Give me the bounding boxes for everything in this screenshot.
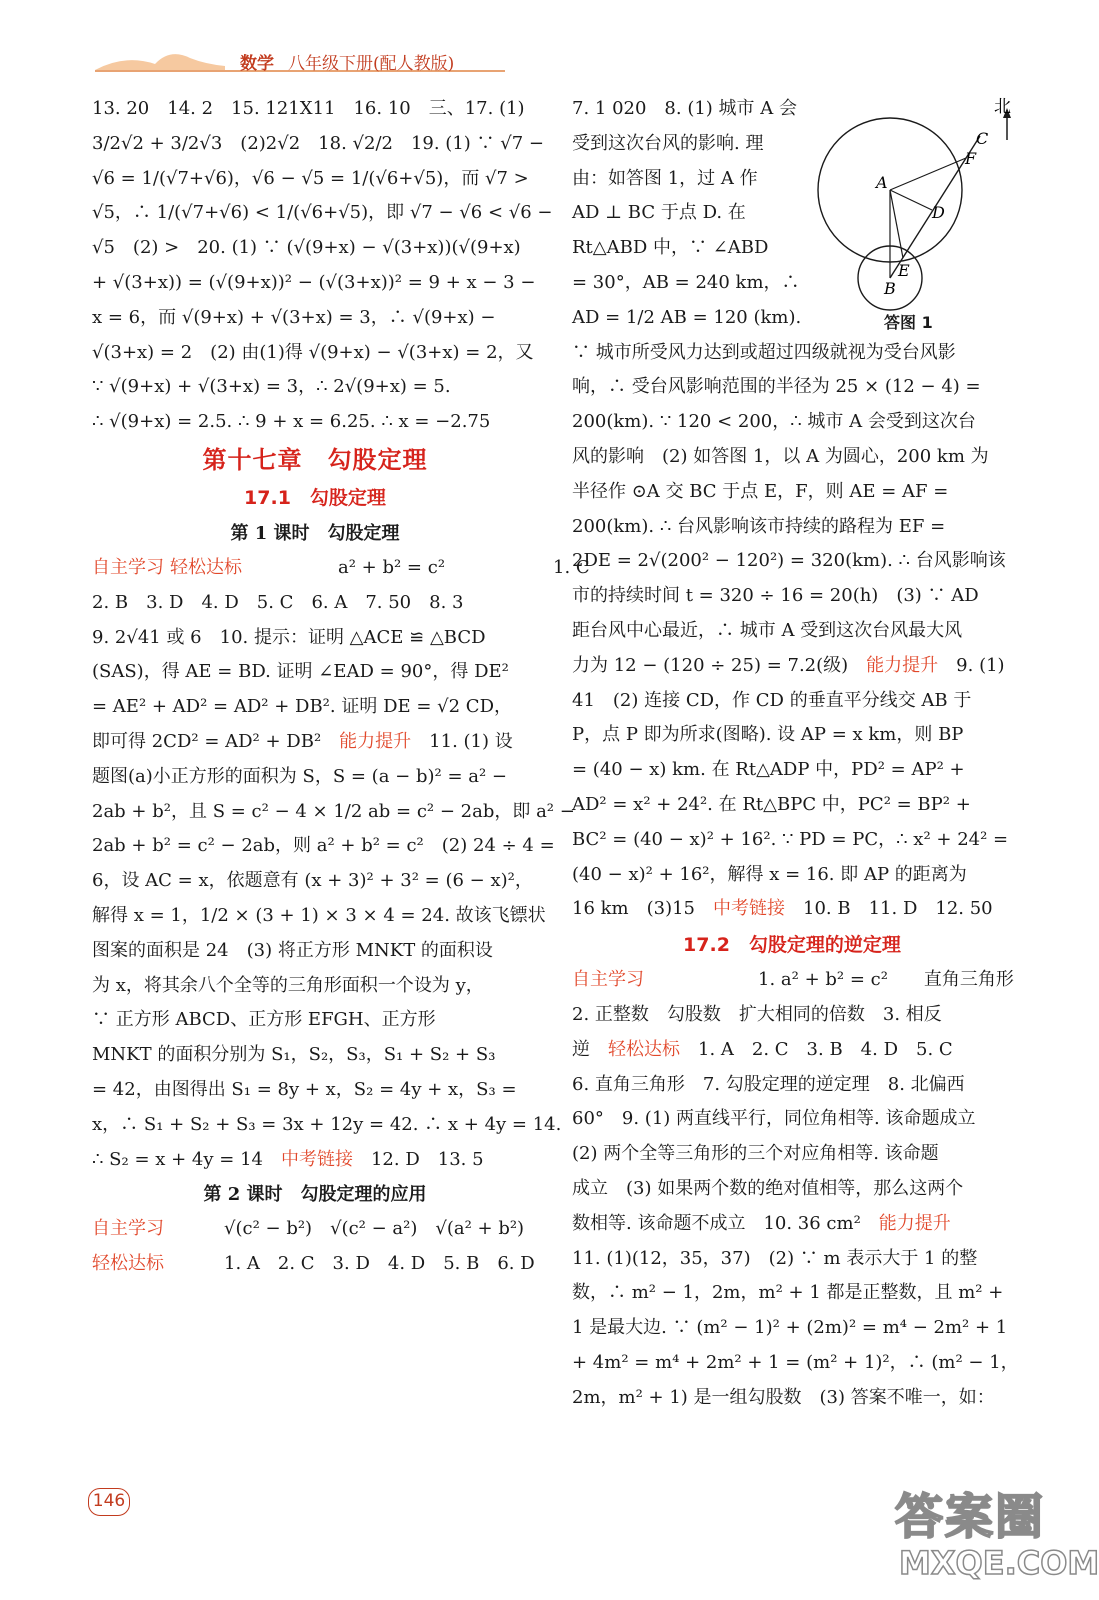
answer-line bbox=[92, 1247, 538, 1282]
line-text: Rt△ABD 中，∵ ∠ABD bbox=[572, 237, 769, 259]
answer-line bbox=[92, 934, 538, 969]
lesson-title bbox=[92, 516, 538, 551]
line-text: 逆 bbox=[572, 1038, 590, 1060]
header-subject: 数学 bbox=[240, 54, 274, 74]
answer-line bbox=[92, 864, 538, 899]
section-tag: 自主学习 bbox=[92, 1218, 164, 1240]
line-text: ∴ S₂ = x + 4y = 14 bbox=[92, 1148, 263, 1170]
answer-line bbox=[572, 1207, 1012, 1242]
answer-line bbox=[572, 684, 1012, 719]
page-number: 146 bbox=[88, 1488, 130, 1516]
line-text: 数，∴ m² − 1，2m，m² + 1 都是正整数，且 m² + bbox=[572, 1282, 1004, 1304]
line-text: 9. 2√41 或 6 10. 提示：证明 △ACE ≌ △BCD bbox=[92, 626, 486, 648]
line-text: 图案的面积是 24 (3) 将正方形 MNKT 的面积设 bbox=[92, 939, 493, 961]
answer-line bbox=[92, 370, 538, 405]
line-text: = 30°，AB = 240 km，∴ bbox=[572, 271, 800, 293]
line-text: 2. B 3. D 4. D 5. C 6. A 7. 50 8. 3 bbox=[92, 591, 464, 613]
line-text: MNKT 的面积分别为 S₁，S₂，S₃，S₁ + S₂ + S₃ bbox=[92, 1044, 496, 1066]
section-title bbox=[572, 927, 1012, 963]
answer-line bbox=[92, 1212, 538, 1247]
figure-caption: 答图 1 bbox=[884, 313, 933, 332]
point-label-f: F bbox=[965, 149, 977, 168]
line-text: 17.1 勾股定理 bbox=[244, 486, 386, 509]
answer-line bbox=[572, 544, 1012, 579]
page-header bbox=[95, 44, 515, 78]
answer-line bbox=[92, 969, 538, 1004]
answer-line bbox=[572, 963, 1012, 998]
answer-line bbox=[92, 621, 538, 656]
line-text: 解得 x = 1，1/2 × (3 + 1) × 3 × 4 = 24. 故该飞镖状 bbox=[92, 904, 546, 926]
answer-line bbox=[92, 92, 538, 127]
line-text: 17.2 勾股定理的逆定理 bbox=[683, 934, 901, 957]
answer-line bbox=[92, 266, 538, 301]
line-text-tail: 10. B 11. D 12. 50 bbox=[785, 898, 993, 920]
answer-line bbox=[572, 614, 1012, 649]
answer-line bbox=[92, 127, 544, 162]
line-text-tail: 12. D 13. 5 bbox=[352, 1148, 484, 1170]
answer-line bbox=[92, 162, 538, 197]
answer-line bbox=[92, 1003, 538, 1038]
line-text: + √(3+x)) = (√(9+x))² − (√(3+x))² = 9 + x − 3 − bbox=[92, 271, 536, 293]
line-text: 受到这次台风的影响. 理 bbox=[572, 132, 764, 154]
line-text: 为 x，将其余八个全等的三角形面积一个设为 y， bbox=[92, 974, 484, 996]
answer-line bbox=[92, 690, 538, 725]
header-book: 八年级下册(配人教版) bbox=[288, 54, 455, 74]
line-text: AD² = x² + 24². 在 Rt△BPC 中，PC² = BP² + bbox=[572, 793, 971, 815]
line-text-tail: 11. (1) 设 bbox=[411, 730, 513, 752]
answer-line bbox=[92, 231, 538, 266]
answer-line bbox=[572, 1068, 1012, 1103]
section-tag: 能力提升 bbox=[860, 1212, 951, 1234]
line-af bbox=[890, 158, 966, 190]
answer-line bbox=[572, 1242, 1012, 1277]
answer-line bbox=[92, 829, 555, 864]
line-text: = (40 − x) km. 在 Rt△ADP 中，PD² = AP² + bbox=[572, 759, 965, 781]
section-tag: 轻松达标 bbox=[92, 1253, 164, 1275]
line-text: 响，∴ 受台风影响范围的半径为 25 × (12 − 4) = bbox=[572, 376, 981, 398]
north-label: 北 bbox=[994, 97, 1011, 117]
section-tag: 中考链接 bbox=[695, 898, 786, 920]
line-text: 题图(a)小正方形的面积为 S，S = (a − b)² = a² − bbox=[92, 765, 508, 787]
watermark-chars: 答案圈 bbox=[895, 1489, 1046, 1545]
line-text: 力为 12 − (120 ÷ 25) = 7.2(级) bbox=[572, 654, 849, 676]
answer-line bbox=[572, 1276, 1012, 1311]
line-text: = 42，由图得出 S₁ = 8y + x，S₂ = 4y + x，S₃ = bbox=[92, 1078, 517, 1100]
answer-line bbox=[92, 1108, 562, 1143]
line-text: 2DE = 2√(200² − 120²) = 320(km). ∴ 台风影响该 bbox=[572, 550, 1006, 572]
answer-line bbox=[92, 301, 538, 336]
answer-line bbox=[572, 579, 1012, 614]
line-text-tail: 1. A 2. C 3. B 4. D 5. C bbox=[680, 1038, 953, 1060]
line-text: x，∴ S₁ + S₂ + S₃ = 3x + 12y = 42. ∴ x + 4y = 14. bbox=[92, 1113, 562, 1135]
line-text: + 4m² = m⁴ + 2m² + 1 = (m² + 1)²，∴ (m² − 1， bbox=[572, 1351, 1019, 1373]
line-text: 41 (2) 连接 CD，作 CD 的垂直平分线交 AB 于 bbox=[572, 689, 972, 711]
answer-line bbox=[572, 336, 1012, 371]
line-text: AD = 1/2 AB = 120 (km). bbox=[572, 306, 802, 328]
line-text: ∵ 城市所受风力达到或超过四级就视为受台风影 bbox=[572, 341, 956, 363]
line-text: 16 km (3)15 bbox=[572, 898, 696, 920]
answer-line bbox=[572, 1102, 1012, 1137]
answer-line bbox=[92, 551, 590, 586]
line-text: √5 (2) > 20. (1) ∵ (√(9+x) − √(3+x))(√(9+x) bbox=[92, 237, 521, 259]
line-text: 2. 正整数 勾股数 扩大相同的倍数 3. 相反 bbox=[572, 1003, 942, 1025]
answer-line bbox=[92, 586, 538, 621]
line-text: 数相等. 该命题不成立 10. 36 cm² bbox=[572, 1212, 861, 1234]
answer-line bbox=[92, 725, 538, 760]
section-tag: 自主学习 bbox=[92, 556, 164, 578]
line-text: 200(km). ∵ 120 < 200，∴ 城市 A 会受到这次台 bbox=[572, 411, 976, 433]
section-tag: 轻松达标 bbox=[590, 1038, 680, 1060]
line-text: √(3+x) = 2 (2) 由(1)得 √(9+x) − √(3+x) = 2，又 bbox=[92, 341, 534, 363]
line-text: (40 − x)² + 16²，解得 x = 16. 即 AP 的距离为 bbox=[572, 863, 967, 885]
line-text: 60° 9. (1) 两直线平行，同位角相等. 该命题成立 bbox=[572, 1108, 976, 1130]
answer-line bbox=[92, 1073, 538, 1108]
answer-line bbox=[92, 899, 546, 934]
answer-line bbox=[572, 892, 1012, 927]
answer-line bbox=[572, 1033, 1012, 1068]
answer-line bbox=[572, 405, 1012, 440]
watermark-logo bbox=[895, 1478, 1099, 1590]
answer-line bbox=[572, 718, 1012, 753]
line-text: P，点 P 即为所求(图略). 设 AP = x km，则 BP bbox=[572, 724, 964, 746]
line-text: = AE² + AD² = AD² + DB². 证明 DE = √2 CD， bbox=[92, 696, 513, 718]
line-text: √6 = 1/(√7+√6)，√6 − √5 = 1/(√6+√5)，而 √7 > bbox=[92, 167, 529, 189]
answer-line bbox=[92, 1038, 538, 1073]
line-text: 7. 1 020 8. (1) 城市 A 会 bbox=[572, 98, 797, 119]
line-text: 由：如答图 1，过 A 作 bbox=[572, 167, 758, 189]
section-tag: 中考链接 bbox=[262, 1148, 353, 1170]
line-text: 200(km). ∴ 台风影响该市持续的路程为 EF = bbox=[572, 515, 946, 537]
line-text: 半径作 ⊙A 交 BC 于点 E，F，则 AE = AF = bbox=[572, 480, 949, 502]
line-text: AD ⊥ BC 于点 D. 在 bbox=[572, 202, 746, 224]
point-label-e: E bbox=[898, 261, 910, 280]
typhoon-diagram-figure bbox=[812, 98, 1022, 338]
line-text: √(c² − b²) √(c² − a²) √(a² + b²) bbox=[170, 1218, 525, 1240]
line-text: BC² = (40 − x)² + 16². ∵ PD = PC，∴ x² + 24² = bbox=[572, 828, 1009, 850]
line-text: 第 1 课时 勾股定理 bbox=[230, 522, 400, 544]
line-text: (2) 两个全等三角形的三个对应角相等. 该命题 bbox=[572, 1143, 939, 1165]
answer-line bbox=[92, 1143, 538, 1178]
line-text: 2ab + b² = c² − 2ab，则 a² + b² = c² (2) 24 ÷ 4 = bbox=[92, 835, 555, 857]
line-text: 1 是最大边. ∵ (m² − 1)² + (2m)² = m⁴ − 2m² + 1 bbox=[572, 1317, 1008, 1339]
answer-line bbox=[572, 1172, 1012, 1207]
answer-line bbox=[572, 649, 1012, 684]
answer-line bbox=[92, 336, 538, 371]
answer-line bbox=[572, 998, 1012, 1033]
point-label-c: C bbox=[976, 129, 989, 148]
line-text: x = 6，而 √(9+x) + √(3+x) = 3，∴ √(9+x) − bbox=[92, 306, 496, 328]
line-text: ∵ √(9+x) + √(3+x) = 3，∴ 2√(9+x) = 5. bbox=[92, 376, 451, 398]
answer-line bbox=[572, 788, 1012, 823]
line-text: 13. 20 14. 2 15. 121X11 16. 10 三、17. (1) bbox=[92, 98, 525, 119]
answer-line bbox=[572, 1137, 1012, 1172]
chapter-title bbox=[92, 440, 538, 480]
point-label-b: B bbox=[884, 279, 896, 298]
section-tag: 轻松达标 bbox=[170, 556, 242, 578]
line-text: 即可得 2CD² = AD² + DB² bbox=[92, 730, 322, 752]
section-tag: 自主学习 bbox=[572, 969, 644, 991]
watermark-url: MXQE.COM bbox=[899, 1544, 1099, 1582]
answer-line bbox=[92, 760, 538, 795]
section-title bbox=[92, 480, 538, 516]
answer-line bbox=[572, 1346, 1019, 1381]
line-text: 2m，m² + 1) 是一组勾股数 (3) 答案不唯一，如： bbox=[572, 1386, 995, 1408]
line-text: 风的影响 (2) 如答图 1，以 A 为圆心，200 km 为 bbox=[572, 445, 989, 467]
answer-line bbox=[572, 510, 1012, 545]
line-text: 1. A 2. C 3. D 4. D 5. B 6. D bbox=[170, 1253, 535, 1275]
line-text: ∵ 正方形 ABCD、正方形 EFGH、正方形 bbox=[92, 1009, 436, 1031]
line-text: 3/2√2 + 3/2√3 (2)2√2 18. √2/2 19. (1) ∵ √7 − bbox=[92, 132, 544, 154]
answer-line bbox=[572, 753, 1012, 788]
line-text: 距台风中心最近，∴ 城市 A 受到这次台风最大风 bbox=[572, 619, 963, 641]
answer-line bbox=[572, 823, 1012, 858]
answer-line bbox=[92, 196, 553, 231]
line-text: ∴ √(9+x) = 2.5. ∴ 9 + x = 6.25. ∴ x = −2.75 bbox=[92, 411, 491, 433]
line-text: 11. (1)(12，35，37) (2) ∵ m 表示大于 1 的整 bbox=[572, 1247, 978, 1269]
line-text: a² + b² = c² 1. C bbox=[248, 556, 590, 578]
line-text: 1. a² + b² = c² 直角三角形 bbox=[650, 969, 1014, 991]
answer-line bbox=[572, 1381, 1012, 1416]
line-text: √5，∴ 1/(√7+√6) < 1/(√6+√5)，即 √7 − √6 < √6 − bbox=[92, 202, 553, 224]
answer-line bbox=[572, 475, 1012, 510]
line-text: (SAS)，得 AE = BD. 证明 ∠EAD = 90°，得 DE² bbox=[92, 661, 509, 683]
answer-line bbox=[572, 858, 1012, 893]
line-text: 6. 直角三角形 7. 勾股定理的逆定理 8. 北偏西 bbox=[572, 1073, 965, 1095]
point-label-a: A bbox=[876, 173, 888, 192]
line-ae bbox=[890, 190, 903, 258]
left-answer-column bbox=[92, 92, 590, 1282]
line-text: 第十七章 勾股定理 bbox=[202, 445, 428, 474]
section-tag: 能力提升 bbox=[321, 730, 412, 752]
answer-line bbox=[92, 655, 538, 690]
line-text: 成立 (3) 如果两个数的绝对值相等，那么这两个 bbox=[572, 1177, 964, 1199]
line-text: 市的持续时间 t = 320 ÷ 16 = 20(h) (3) ∵ AD bbox=[572, 585, 979, 607]
answer-line bbox=[572, 440, 1012, 475]
answer-line bbox=[572, 370, 1012, 405]
section-tag: 能力提升 bbox=[848, 654, 939, 676]
point-label-d: D bbox=[932, 203, 945, 222]
answer-line bbox=[92, 795, 575, 830]
line-text-tail: 9. (1) bbox=[938, 654, 1005, 676]
line-ad bbox=[890, 190, 932, 210]
header-title bbox=[240, 49, 454, 74]
line-text: 6，设 AC = x，依题意有 (x + 3)² + 3² = (6 − x)²， bbox=[92, 870, 533, 892]
line-text: 第 2 课时 勾股定理的应用 bbox=[203, 1184, 427, 1206]
lesson-title bbox=[92, 1177, 538, 1212]
line-text: 2ab + b²，且 S = c² − 4 × 1/2 ab = c² − 2ab，即 a² − bbox=[92, 800, 575, 822]
answer-line bbox=[572, 1311, 1012, 1346]
answer-line bbox=[92, 405, 538, 440]
